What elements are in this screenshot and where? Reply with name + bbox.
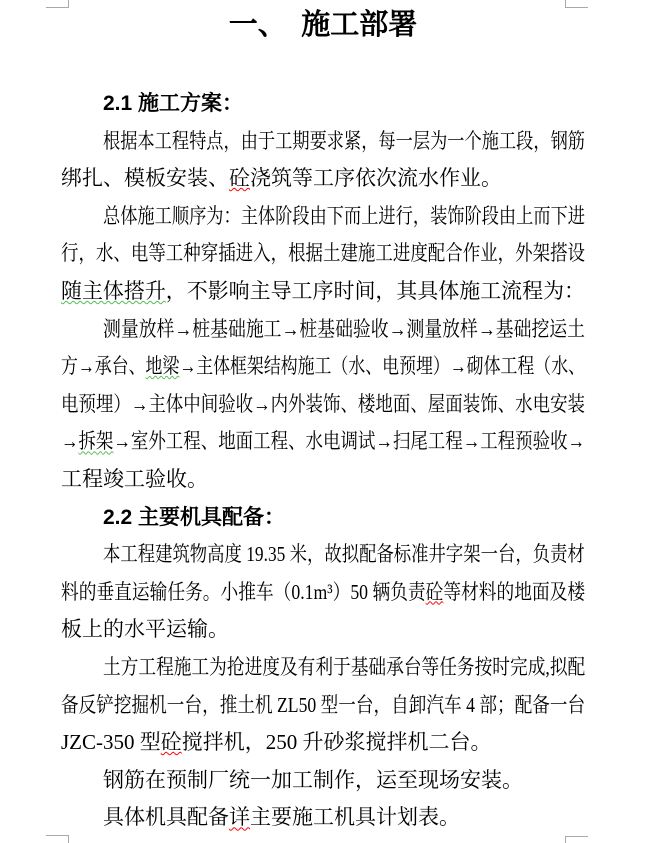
text-segment: 土方工程施工为抢进度及有利于基础承台等任务按时完成,拟配	[103, 654, 586, 679]
text-line	[61, 799, 585, 837]
text-line	[61, 461, 585, 499]
spelling-error-text: 砼	[229, 166, 250, 191]
text-line-content	[103, 123, 585, 161]
text-segment: 根据本工程特点，由于工期要求紧，每一层为一个施工段，钢筋	[103, 128, 585, 153]
text-line-content	[61, 423, 585, 461]
text-segment: 总体施工顺序为：主体阶段由下而上进行，装饰阶段由上而下进	[103, 203, 585, 228]
spelling-error-text: 详	[229, 805, 250, 830]
spelling-error-text: 砼	[160, 730, 182, 755]
text-segment: 绑扎、模板安装、	[61, 166, 229, 191]
text-segment: 方→承台、	[61, 354, 146, 379]
text-line	[61, 649, 585, 687]
text-line-content	[103, 85, 243, 123]
spelling-error-text: 砼	[425, 579, 444, 604]
text-segment: 测量放样→桩基础施工→桩基础验收→测量放样→基础挖运土	[103, 316, 585, 341]
text-line-content	[103, 799, 460, 837]
text-segment: 主要施工机具计划表。	[250, 805, 460, 830]
text-line	[61, 574, 585, 612]
document-title: 一、 施工部署	[228, 9, 418, 41]
grammar-error-text: 随主体搭升	[61, 278, 166, 303]
text-line-content	[61, 687, 585, 725]
text-line	[61, 536, 585, 574]
text-segment: 2.2 主要机具配备：	[103, 505, 286, 529]
text-line-content	[103, 311, 585, 349]
text-line	[61, 123, 585, 161]
text-line-content	[103, 198, 585, 236]
text-segment: 2.1 施工方案：	[103, 92, 244, 115]
text-segment: 钢筋在预制厂统一加工制作，运至现场安装。	[103, 767, 523, 792]
text-segment: ，不影响主导工序时间，其具体施工流程为：	[165, 278, 585, 303]
text-line	[61, 273, 585, 311]
heading-line	[61, 499, 585, 537]
text-line-content	[61, 235, 585, 273]
text-segment: JZC-350 型	[61, 730, 161, 755]
text-line-content	[103, 536, 585, 574]
text-line-content	[61, 273, 585, 311]
text-segment: 具体机具配备	[103, 805, 229, 830]
text-line-content	[103, 762, 523, 800]
text-segment: 工程竣工验收。	[61, 466, 208, 491]
text-line-content	[103, 649, 585, 687]
text-line	[61, 311, 585, 349]
text-line-content	[61, 574, 585, 612]
text-line	[61, 348, 585, 386]
text-segment: 搅拌机，250 升砂浆搅拌机二台。	[181, 730, 492, 755]
text-line	[61, 611, 585, 649]
text-segment: 等材料的地面及楼	[443, 579, 586, 604]
text-line	[61, 423, 585, 461]
text-line-content	[61, 724, 492, 762]
heading-line	[61, 85, 585, 123]
text-line-content	[61, 348, 585, 386]
text-segment: 行，水、电等工种穿插进入，根据土建施工进度配合作业，外架搭设	[61, 241, 585, 266]
text-segment: 电预埋）→主体中间验收→内外装饰、楼地面、屋面装饰、水电安装	[61, 391, 585, 416]
text-line	[61, 386, 585, 424]
text-segment: →主体框架结构施工（水、电预埋）→砌体工程（水、	[179, 354, 585, 379]
text-line	[61, 724, 585, 762]
text-line-content	[61, 611, 229, 649]
text-line	[61, 198, 585, 236]
document-body	[61, 85, 585, 837]
text-segment: 浇筑等工序依次流水作业。	[250, 166, 502, 191]
text-segment: →	[61, 429, 79, 454]
text-segment: 板上的水平运输。	[61, 617, 229, 642]
text-segment: 本工程建筑物高度 19.35 米，故拟配备标准井字架一台，负责材	[103, 542, 585, 567]
text-line-content	[103, 499, 285, 537]
text-line-content	[61, 461, 208, 499]
text-line	[61, 160, 585, 198]
text-segment: →室外工程、地面工程、水电调试→扫尾工程→工程预验收→	[113, 429, 586, 454]
grammar-error-text: 地梁	[145, 354, 180, 379]
text-line	[61, 235, 585, 273]
text-line	[61, 762, 585, 800]
grammar-error-text: 拆架	[78, 429, 114, 454]
text-segment: 料的垂直运输任务。小推车（0.1m³）50 辆负责	[61, 579, 426, 604]
text-line-content	[61, 386, 585, 424]
text-line	[61, 687, 585, 725]
text-segment: 备反铲挖掘机一台，推土机 ZL50 型一台，自卸汽车 4 部；配备一台	[61, 692, 586, 717]
text-line-content	[61, 160, 502, 198]
